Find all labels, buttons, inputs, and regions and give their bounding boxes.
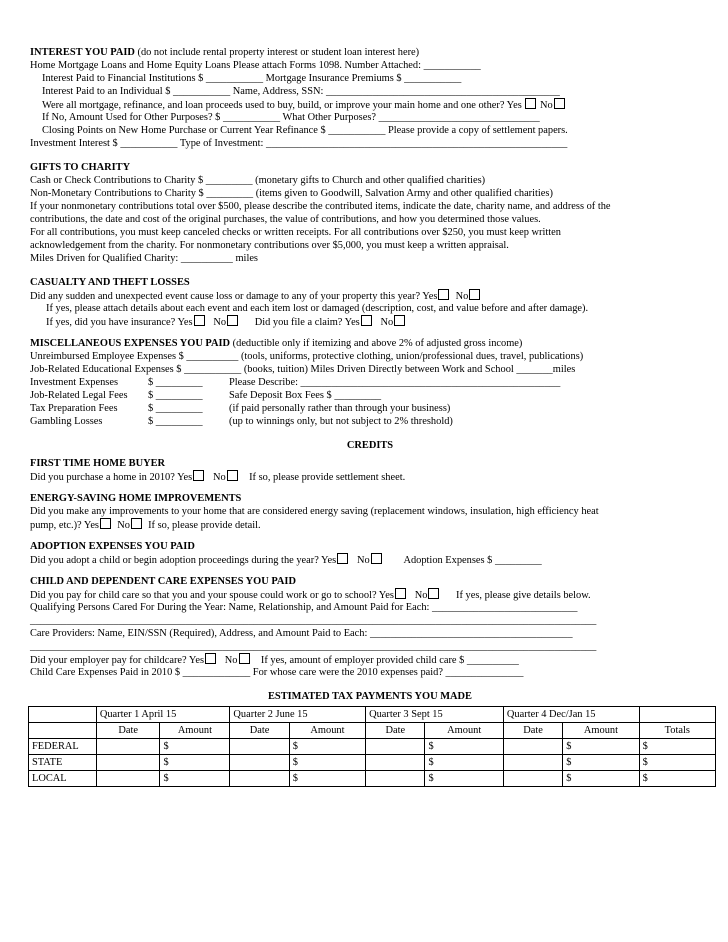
date-cell[interactable] <box>503 771 562 787</box>
claim-no-checkbox[interactable] <box>394 315 405 326</box>
amount-cell[interactable]: $ <box>160 755 230 771</box>
row-label: FEDERAL <box>29 739 97 755</box>
amount-cell[interactable]: $ <box>289 771 365 787</box>
employer-no-label: No <box>224 655 238 666</box>
adoption-question-text: Did you adopt a child or begin adoption proceedings during the year? Yes <box>30 555 337 566</box>
misc-row-amount[interactable]: $ _________ <box>148 390 203 401</box>
misc-row-note: (if paid personally rather than through your business) <box>229 403 451 414</box>
adoption-heading: ADOPTION EXPENSES YOU PAID <box>30 541 195 552</box>
amount-cell[interactable]: $ <box>289 739 365 755</box>
charity-miles-line[interactable]: Miles Driven for Qualified Charity: __________ miles <box>30 253 258 264</box>
misc-heading-line <box>30 337 710 350</box>
amount-cell[interactable]: $ <box>425 755 503 771</box>
closing-points-line[interactable]: Closing Points on New Home Purchase or Current Year Refinance $ ___________ Please provide a copy of settlement papers. <box>42 125 568 136</box>
claim-yes-checkbox[interactable] <box>361 315 372 326</box>
misc-row-amount[interactable]: $ _________ <box>148 403 203 414</box>
childcare-question-text: Did you pay for child care so that you and your spouse could work or go to school? Yes <box>30 590 394 601</box>
misc-line[interactable]: Job-Related Educational Expenses $ ___________ (books, tuition) Miles Driven Directly between Work and School _______miles <box>30 364 576 375</box>
misc-row-amount[interactable]: $ _________ <box>148 416 203 427</box>
home-buyer-no-checkbox[interactable] <box>227 470 238 481</box>
charity-line: acknowledgement from the charity. For nonmonetary contributions over $5,000, you must keep a written appraisal. <box>30 240 509 251</box>
amount-cell[interactable]: $ <box>563 771 639 787</box>
total-cell[interactable]: $ <box>639 771 715 787</box>
misc-row[interactable] <box>30 415 710 428</box>
empty-cell <box>639 707 715 723</box>
employer-no-checkbox[interactable] <box>239 653 250 664</box>
casualty-heading: CASUALTY AND THEFT LOSSES <box>30 277 190 288</box>
employer-yes-checkbox[interactable] <box>205 653 216 664</box>
energy-yes-checkbox[interactable] <box>100 518 111 529</box>
charity-heading: GIFTS TO CHARITY <box>30 162 131 173</box>
amount-cell[interactable]: $ <box>289 755 365 771</box>
column-header: Totals <box>639 723 715 739</box>
table-row <box>29 739 716 755</box>
date-cell[interactable] <box>366 739 425 755</box>
claim-question-text: Did you file a claim? Yes <box>254 317 360 328</box>
column-header: Amount <box>289 723 365 739</box>
misc-row-label: Job-Related Legal Fees <box>30 390 128 401</box>
care-providers-line[interactable]: Care Providers: Name, EIN/SSN (Required), Address, and Amount Paid to Each: _______________________________________ <box>30 628 573 639</box>
interest-heading: INTEREST YOU PAID <box>30 47 135 58</box>
adoption-no-checkbox[interactable] <box>371 553 382 564</box>
casualty-yes-checkbox[interactable] <box>438 289 449 300</box>
childcare-paid-line[interactable]: Child Care Expenses Paid in 2010 $ _____________ For whose care were the 2010 expenses paid? _______________ <box>30 667 524 678</box>
energy-no-label: No <box>117 520 130 531</box>
insurance-question-text: If yes, did you have insurance? Yes <box>46 317 193 328</box>
claim-no-label: No <box>380 317 394 328</box>
row-label: STATE <box>29 755 97 771</box>
adoption-yes-checkbox[interactable] <box>337 553 348 564</box>
amount-cell[interactable]: $ <box>425 771 503 787</box>
column-header: Date <box>366 723 425 739</box>
misc-row-label: Tax Preparation Fees <box>30 403 118 414</box>
childcare-no-checkbox[interactable] <box>428 588 439 599</box>
childcare-heading: CHILD AND DEPENDENT CARE EXPENSES YOU PAID <box>30 576 296 587</box>
other-purposes-line[interactable]: If No, Amount Used for Other Purposes? $ ___________ What Other Purposes? _______________________________ <box>42 112 540 123</box>
column-header: Amount <box>425 723 503 739</box>
column-header: Date <box>230 723 289 739</box>
date-cell[interactable] <box>366 771 425 787</box>
investment-interest-line[interactable]: Investment Interest $ ___________ Type of Investment: __________________________________________________________ <box>30 138 568 149</box>
adoption-question <box>30 553 710 566</box>
date-cell[interactable] <box>230 739 289 755</box>
home-buyer-heading: FIRST TIME HOME BUYER <box>30 458 166 469</box>
date-cell[interactable] <box>503 755 562 771</box>
column-header: Date <box>96 723 160 739</box>
date-cell[interactable] <box>96 739 160 755</box>
misc-heading: MISCELLANEOUS EXPENSES YOU PAID <box>30 338 231 349</box>
casualty-details-line: If yes, please attach details about each event and each item lost or damaged (description, cost, and value before and after damage). <box>46 303 589 314</box>
misc-row-label: Gambling Losses <box>30 416 103 427</box>
casualty-no-label: No <box>455 291 469 302</box>
insurance-question <box>30 315 710 328</box>
quarter-header: Quarter 2 June 15 <box>230 707 366 723</box>
home-buyer-no-label: No <box>212 472 226 483</box>
refinance-no-checkbox[interactable] <box>554 98 565 109</box>
interest-heading-line <box>30 46 710 59</box>
date-cell[interactable] <box>503 739 562 755</box>
amount-cell[interactable]: $ <box>160 739 230 755</box>
childcare-tail: If yes, please give details below. <box>456 590 591 601</box>
refinance-question-text: Were all mortgage, refinance, and loan proceeds used to buy, build, or improve your main home and one other? Yes <box>42 100 522 111</box>
charity-line: If your nonmonetary contributions total over $500, please describe the contributed items, indicate the date, charity name, and address of the <box>30 201 611 212</box>
blank-line[interactable]: _____________________________________________________________________________________________________________ <box>30 641 597 652</box>
blank-line[interactable]: _____________________________________________________________________________________________________________ <box>30 615 597 626</box>
table-row <box>29 755 716 771</box>
charity-line[interactable]: Non-Monetary Contributions to Charity $ _________ (items given to Goodwill, Salvation Army and other qualified charities) <box>30 188 553 199</box>
table-row <box>29 771 716 787</box>
home-buyer-yes-checkbox[interactable] <box>193 470 204 481</box>
column-header: Amount <box>563 723 639 739</box>
quarter-header: Quarter 1 April 15 <box>96 707 230 723</box>
misc-row-note[interactable]: Safe Deposit Box Fees $ _________ <box>229 390 382 401</box>
refinance-question <box>30 98 710 111</box>
energy-no-checkbox[interactable] <box>131 518 142 529</box>
adoption-expenses-field[interactable]: Adoption Expenses $ _________ <box>403 555 542 566</box>
interest-line[interactable]: Interest Paid to an Individual $ ___________ Name, Address, SSN: _____________________________________________ <box>42 86 560 97</box>
home-buyer-tail: If so, please provide settlement sheet. <box>249 472 406 483</box>
amount-cell[interactable]: $ <box>563 739 639 755</box>
subheader-row <box>29 723 716 739</box>
insurance-no-checkbox[interactable] <box>227 315 238 326</box>
childcare-yes-checkbox[interactable] <box>395 588 406 599</box>
amount-cell[interactable]: $ <box>563 755 639 771</box>
misc-row[interactable] <box>30 402 710 415</box>
row-label: LOCAL <box>29 771 97 787</box>
charity-line[interactable]: Cash or Check Contributions to Charity $ _________ (monetary gifts to Church and other qualified charities) <box>30 175 486 186</box>
childcare-no-label: No <box>414 590 428 601</box>
date-cell[interactable] <box>96 755 160 771</box>
quarter-header-row <box>29 707 716 723</box>
empty-cell <box>29 707 97 723</box>
interest-heading-note: (do not include rental property interest or student loan interest here) <box>134 47 420 58</box>
interest-line[interactable]: Interest Paid to Financial Institutions $ ___________ Mortgage Insurance Premiums $ ___________ <box>42 73 462 84</box>
amount-cell[interactable]: $ <box>160 771 230 787</box>
total-cell[interactable]: $ <box>639 755 715 771</box>
charity-line: contributions, the date and cost of the original purchases, the value of contributions, and how you determined those values. <box>30 214 541 225</box>
energy-heading: ENERGY-SAVING HOME IMPROVEMENTS <box>30 493 242 504</box>
charity-line: For all contributions, you must keep canceled checks or written receipts. For all contributions over $250, you must keep written <box>30 227 561 238</box>
column-header: Date <box>503 723 562 739</box>
amount-cell[interactable]: $ <box>425 739 503 755</box>
misc-row-amount[interactable]: $ _________ <box>148 377 203 388</box>
casualty-question <box>30 289 710 302</box>
employer-question-text: Did your employer pay for childcare? Yes <box>30 655 204 666</box>
insurance-no-label: No <box>213 317 227 328</box>
casualty-no-checkbox[interactable] <box>469 289 480 300</box>
qualifying-persons-line[interactable]: Qualifying Persons Cared For During the Year: Name, Relationship, and Amount Paid for Each: ____________________________ <box>30 602 578 613</box>
quarter-header: Quarter 3 Sept 15 <box>366 707 504 723</box>
date-cell[interactable] <box>96 771 160 787</box>
energy-question <box>30 518 710 531</box>
estimated-heading: ESTIMATED TAX PAYMENTS YOU MADE <box>268 691 472 702</box>
estimated-tax-table <box>28 706 716 787</box>
energy-question-text: pump, etc.)? Yes <box>30 520 99 531</box>
misc-row[interactable] <box>30 389 710 402</box>
refinance-no-label: No <box>540 100 553 111</box>
childcare-question <box>30 588 710 601</box>
quarter-header: Quarter 4 Dec/Jan 15 <box>503 707 639 723</box>
misc-heading-note: (deductible only if itemizing and above 2% of adjusted gross income) <box>230 338 523 349</box>
date-cell[interactable] <box>230 755 289 771</box>
adoption-no-label: No <box>356 555 370 566</box>
casualty-question-text: Did any sudden and unexpected event cause loss or damage to any of your property this year? Yes <box>30 291 438 302</box>
energy-tail: If so, please provide detail. <box>148 520 261 531</box>
misc-row-note[interactable]: Please Describe: __________________________________________________ <box>229 377 561 388</box>
interest-line[interactable]: Home Mortgage Loans and Home Equity Loans Please attach Forms 1098. Number Attached: ___________ <box>30 60 481 71</box>
empty-cell <box>29 723 97 739</box>
credits-heading: CREDITS <box>346 440 394 451</box>
home-buyer-question-text: Did you purchase a home in 2010? Yes <box>30 472 193 483</box>
date-cell[interactable] <box>230 771 289 787</box>
employer-amount-field[interactable]: If yes, amount of employer provided child care $ __________ <box>260 655 519 666</box>
date-cell[interactable] <box>366 755 425 771</box>
misc-row-note: (up to winnings only, but not subject to 2% threshold) <box>229 416 453 427</box>
misc-line[interactable]: Unreimbursed Employee Expenses $ __________ (tools, uniforms, protective clothing, union/professional dues, travel, publications) <box>30 351 584 362</box>
employer-childcare-question <box>30 653 710 666</box>
refinance-yes-checkbox[interactable] <box>525 98 536 109</box>
misc-row-label: Investment Expenses <box>30 377 119 388</box>
total-cell[interactable]: $ <box>639 739 715 755</box>
tax-organizer-page <box>30 46 710 787</box>
insurance-yes-checkbox[interactable] <box>194 315 205 326</box>
energy-line: Did you make any improvements to your home that are considered energy saving (replacement windows, insulation, high efficiency heat <box>30 506 599 517</box>
column-header: Amount <box>160 723 230 739</box>
home-buyer-question <box>30 470 710 483</box>
misc-row[interactable] <box>30 376 710 389</box>
